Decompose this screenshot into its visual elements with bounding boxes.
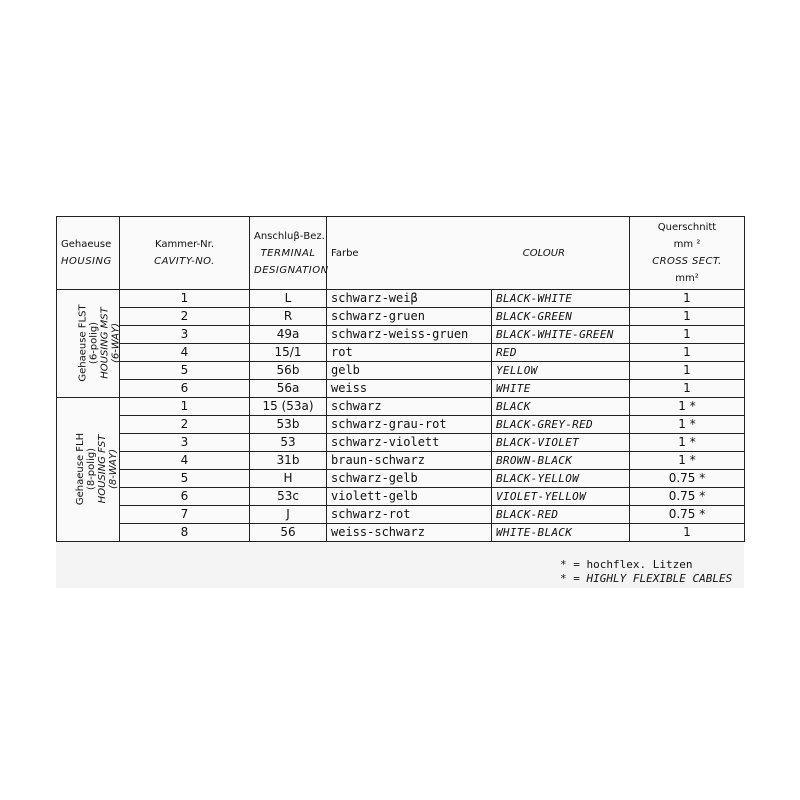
cross-section-cell: 0.75 *: [630, 488, 745, 506]
terminal-cell: L: [250, 290, 327, 308]
cavity-cell: 5: [120, 470, 250, 488]
table-row: [57, 326, 745, 344]
farbe-cell: weiss-schwarz: [327, 524, 492, 542]
farbe-cell: schwarz-rot: [327, 506, 492, 524]
legend: [560, 558, 732, 586]
table-row: [57, 470, 745, 488]
cavity-cell: 8: [120, 524, 250, 542]
farbe-cell: schwarz-violett: [327, 434, 492, 452]
colour-cell: RED: [492, 344, 630, 362]
terminal-cell: 53: [250, 434, 327, 452]
farbe-cell: schwarz-weiβ: [327, 290, 492, 308]
colour-cell: BLACK-WHITE: [492, 290, 630, 308]
table-row: [57, 488, 745, 506]
colour-cell: BLACK-GREEN: [492, 308, 630, 326]
colour-cell: BLACK-YELLOW: [492, 470, 630, 488]
terminal-cell: 56: [250, 524, 327, 542]
cross-section-cell: 1 *: [630, 416, 745, 434]
cross-section-cell: 1: [630, 326, 745, 344]
cross-section-cell: 0.75 *: [630, 506, 745, 524]
colour-cell: WHITE: [492, 380, 630, 398]
cross-section-cell: 1: [630, 380, 745, 398]
header-row: [57, 217, 745, 290]
cross-section-cell: 1 *: [630, 398, 745, 416]
colour-cell: YELLOW: [492, 362, 630, 380]
cavity-cell: 1: [120, 398, 250, 416]
farbe-cell: schwarz-grau-rot: [327, 416, 492, 434]
farbe-cell: violett-gelb: [327, 488, 492, 506]
cross-section-cell: 1: [630, 344, 745, 362]
housing-group-label: Gehaeuse FLH (8-polig) HOUSING FST (8-WAY): [57, 398, 120, 542]
terminal-cell: 56b: [250, 362, 327, 380]
colour-cell: BLACK-WHITE-GREEN: [492, 326, 630, 344]
cavity-cell: 4: [120, 452, 250, 470]
terminal-cell: 15 (53a): [250, 398, 327, 416]
cavity-cell: 2: [120, 416, 250, 434]
cavity-cell: 4: [120, 344, 250, 362]
farbe-cell: weiss: [327, 380, 492, 398]
cross-section-cell: 1 *: [630, 452, 745, 470]
terminal-cell: 53b: [250, 416, 327, 434]
table-row: [57, 344, 745, 362]
cavity-cell: 3: [120, 434, 250, 452]
terminal-cell: 56a: [250, 380, 327, 398]
cavity-cell: 2: [120, 308, 250, 326]
terminal-cell: 53c: [250, 488, 327, 506]
farbe-cell: rot: [327, 344, 492, 362]
colour-cell: BLACK-GREY-RED: [492, 416, 630, 434]
table-row: [57, 362, 745, 380]
farbe-cell: gelb: [327, 362, 492, 380]
cross-section-cell: 1 *: [630, 434, 745, 452]
terminal-cell: J: [250, 506, 327, 524]
colour-cell: BROWN-BLACK: [492, 452, 630, 470]
cavity-cell: 1: [120, 290, 250, 308]
table-row: [57, 416, 745, 434]
cavity-cell: 3: [120, 326, 250, 344]
farbe-cell: schwarz-gelb: [327, 470, 492, 488]
housing-group-label: Gehaeuse FLST (6-polig) HOUSING MST (6-WAY): [57, 290, 120, 398]
cross-section-cell: 1: [630, 308, 745, 326]
farbe-cell: schwarz-weiss-gruen: [327, 326, 492, 344]
cross-section-cell: 1: [630, 290, 745, 308]
table-row: [57, 380, 745, 398]
table-row: [57, 434, 745, 452]
cavity-cell: 7: [120, 506, 250, 524]
legend-en: * = HIGHLY FLEXIBLE CABLES: [560, 572, 733, 585]
colour-cell: WHITE-BLACK: [492, 524, 630, 542]
header-colour-en: COLOUR: [522, 247, 565, 259]
table-row: [57, 308, 745, 326]
cavity-cell: 6: [120, 488, 250, 506]
colour-cell: BLACK-RED: [492, 506, 630, 524]
table-row: [57, 506, 745, 524]
header-colour: [327, 217, 630, 290]
cavity-cell: 5: [120, 362, 250, 380]
farbe-cell: schwarz: [327, 398, 492, 416]
colour-cell: BLACK-VIOLET: [492, 434, 630, 452]
legend-de: * = hochflex. Litzen: [560, 558, 693, 571]
cavity-cell: 6: [120, 380, 250, 398]
header-farbe: Farbe: [331, 247, 359, 259]
terminal-cell: R: [250, 308, 327, 326]
cross-section-cell: 1: [630, 362, 745, 380]
header-cross-section: Querschnitt mm ² CROSS SECT. mm²: [630, 217, 745, 290]
colour-cell: VIOLET-YELLOW: [492, 488, 630, 506]
terminal-cell: 31b: [250, 452, 327, 470]
farbe-cell: schwarz-gruen: [327, 308, 492, 326]
cross-section-cell: 0.75 *: [630, 470, 745, 488]
terminal-cell: 49a: [250, 326, 327, 344]
header-housing: Gehaeuse HOUSING: [57, 217, 120, 290]
terminal-cell: 15/1: [250, 344, 327, 362]
table-row: [57, 452, 745, 470]
header-terminal: Anschluβ-Bez. TERMINAL DESIGNATION: [250, 217, 327, 290]
cross-section-cell: 1: [630, 524, 745, 542]
table-row: [57, 524, 745, 542]
table-row: [57, 398, 745, 416]
terminal-cell: H: [250, 470, 327, 488]
header-cavity: Kammer-Nr. CAVITY-NO.: [120, 217, 250, 290]
farbe-cell: braun-schwarz: [327, 452, 492, 470]
wiring-table: [56, 216, 745, 542]
colour-cell: BLACK: [492, 398, 630, 416]
table-row: [57, 290, 745, 308]
